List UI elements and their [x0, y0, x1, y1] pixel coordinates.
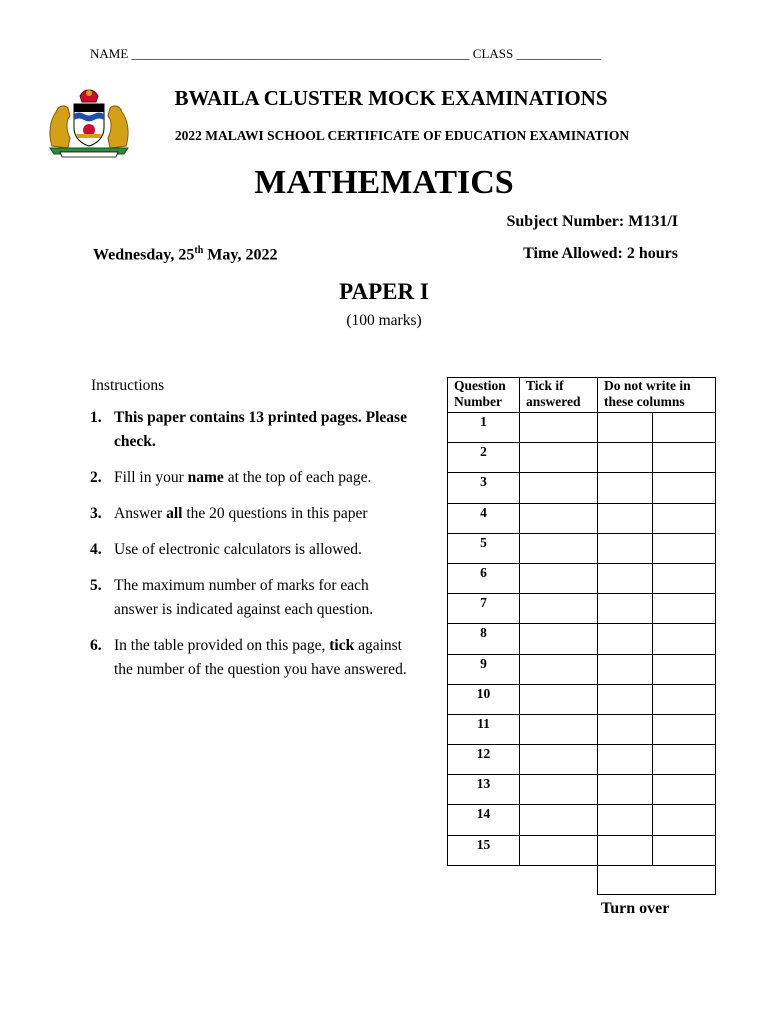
examiner-cell: [598, 503, 653, 533]
tick-cell[interactable]: [520, 563, 598, 593]
examiner-cell: [598, 473, 653, 503]
instruction-number: 2.: [90, 469, 102, 486]
question-number-cell: 15: [448, 835, 520, 865]
instruction-item: [90, 502, 412, 526]
name-label: NAME: [90, 46, 129, 61]
tick-cell[interactable]: [520, 684, 598, 714]
header-examiner-columns: Do not write in these columns: [598, 378, 716, 413]
instruction-number: 4.: [90, 541, 102, 558]
tick-cell[interactable]: [520, 654, 598, 684]
instruction-text: against the number of the question you have answered.: [114, 637, 407, 678]
time-allowed: Time Allowed: 2 hours: [523, 245, 678, 262]
examiner-cell: [598, 745, 653, 775]
instruction-number: 6.: [90, 637, 102, 654]
instructions-list: [90, 406, 412, 694]
tick-cell[interactable]: [520, 413, 598, 443]
total-marks: (100 marks): [346, 312, 422, 329]
instruction-text: name: [187, 469, 224, 486]
examiner-cell: [598, 533, 653, 563]
examiner-cell: [653, 714, 716, 744]
tick-cell[interactable]: [520, 473, 598, 503]
examiner-cell: [653, 745, 716, 775]
question-number-cell: 8: [448, 624, 520, 654]
tick-cell[interactable]: [520, 624, 598, 654]
question-number-cell: 7: [448, 594, 520, 624]
table-row: [448, 594, 716, 624]
examiner-cell: [653, 533, 716, 563]
blank-cell: [520, 865, 598, 894]
instruction-text: the 20 questions in this paper: [182, 505, 368, 522]
exam-title: 2022 MALAWI SCHOOL CERTIFICATE OF EDUCATION EXAMINATION: [174, 128, 630, 143]
table-row: [448, 624, 716, 654]
question-number-cell: 11: [448, 714, 520, 744]
total-row: [448, 865, 716, 894]
tick-cell[interactable]: [520, 805, 598, 835]
date-ordinal: th: [194, 245, 204, 256]
table-row: [448, 503, 716, 533]
instruction-item: [90, 406, 412, 454]
examiner-cell: [653, 775, 716, 805]
examiner-cell: [598, 413, 653, 443]
examiner-cell: [653, 413, 716, 443]
table-row: [448, 654, 716, 684]
question-number-cell: 13: [448, 775, 520, 805]
tick-cell[interactable]: [520, 714, 598, 744]
instruction-item: [90, 634, 412, 682]
instruction-text: at the top of each page.: [223, 469, 372, 486]
answer-tick-table: [447, 377, 716, 895]
instruction-number: 1.: [90, 409, 102, 426]
question-number-cell: 6: [448, 563, 520, 593]
table-row: [448, 835, 716, 865]
class-label: CLASS: [472, 46, 514, 61]
tick-cell[interactable]: [520, 835, 598, 865]
table-row: [448, 533, 716, 563]
examiner-cell: [598, 563, 653, 593]
examiner-cell: [598, 714, 653, 744]
subject-number: Subject Number: M131/I: [506, 213, 678, 230]
examiner-cell: [598, 805, 653, 835]
examiner-cell: [598, 624, 653, 654]
instruction-text: The maximum number of marks for each answer is indicated against each question.: [114, 577, 374, 618]
cluster-title: BWAILA CLUSTER MOCK EXAMINATIONS: [174, 86, 608, 110]
header-question-number: Question Number: [448, 378, 520, 413]
examiner-cell: [598, 835, 653, 865]
tick-cell[interactable]: [520, 503, 598, 533]
question-number-cell: 14: [448, 805, 520, 835]
question-number-cell: 2: [448, 443, 520, 473]
table-row: [448, 714, 716, 744]
name-class-line: [90, 46, 601, 62]
table-row: [448, 563, 716, 593]
question-number-cell: 4: [448, 503, 520, 533]
examiner-cell: [653, 473, 716, 503]
question-number-cell: 9: [448, 654, 520, 684]
examiner-cell: [653, 684, 716, 714]
examiner-cell: [653, 594, 716, 624]
instruction-number: 5.: [90, 577, 102, 594]
instruction-number: 3.: [90, 505, 102, 522]
turn-over-label: Turn over: [601, 900, 670, 917]
name-blank[interactable]: ____________________________________________________: [131, 46, 470, 61]
total-marks-cell: [598, 865, 716, 894]
table-row: [448, 745, 716, 775]
examiner-cell: [653, 624, 716, 654]
instruction-text: all: [166, 505, 183, 522]
tick-cell[interactable]: [520, 745, 598, 775]
question-number-cell: 10: [448, 684, 520, 714]
header-tick-answered: Tick if answered: [520, 378, 598, 413]
table-row: [448, 805, 716, 835]
date-prefix: Wednesday, 25: [93, 246, 195, 264]
table-row: [448, 473, 716, 503]
question-number-cell: 3: [448, 473, 520, 503]
examiner-cell: [653, 835, 716, 865]
examiner-cell: [598, 443, 653, 473]
tick-cell[interactable]: [520, 594, 598, 624]
paper-title: PAPER I: [339, 279, 429, 304]
examiner-cell: [653, 443, 716, 473]
examiner-cell: [598, 684, 653, 714]
tick-cell[interactable]: [520, 443, 598, 473]
examiner-cell: [598, 775, 653, 805]
date-suffix: May, 2022: [203, 246, 278, 264]
question-number-cell: 1: [448, 413, 520, 443]
instruction-item: [90, 466, 412, 490]
subject-title: MATHEMATICS: [254, 164, 514, 201]
class-blank[interactable]: _____________: [516, 46, 601, 61]
table-row: [448, 413, 716, 443]
blank-cell: [448, 865, 520, 894]
examiner-cell: [653, 805, 716, 835]
examiner-cell: [653, 654, 716, 684]
tick-cell[interactable]: [520, 533, 598, 563]
examiner-cell: [653, 503, 716, 533]
tick-cell[interactable]: [520, 775, 598, 805]
question-number-cell: 12: [448, 745, 520, 775]
table-row: [448, 684, 716, 714]
table-row: [448, 443, 716, 473]
instruction-item: [90, 538, 412, 562]
instruction-text: Use of electronic calculators is allowed.: [114, 541, 362, 558]
table-row: [448, 775, 716, 805]
instruction-text: Answer: [114, 505, 167, 522]
examiner-cell: [598, 654, 653, 684]
exam-date: [93, 245, 277, 264]
instruction-text: This paper contains 13 printed pages. Please check.: [114, 409, 407, 450]
instructions-heading: Instructions: [91, 377, 165, 394]
instruction-text: tick: [329, 637, 355, 654]
examiner-cell: [598, 594, 653, 624]
instruction-text: Fill in your: [114, 469, 188, 486]
instruction-item: [90, 574, 412, 622]
examiner-cell: [653, 563, 716, 593]
instruction-text: In the table provided on this page,: [114, 637, 330, 654]
question-number-cell: 5: [448, 533, 520, 563]
